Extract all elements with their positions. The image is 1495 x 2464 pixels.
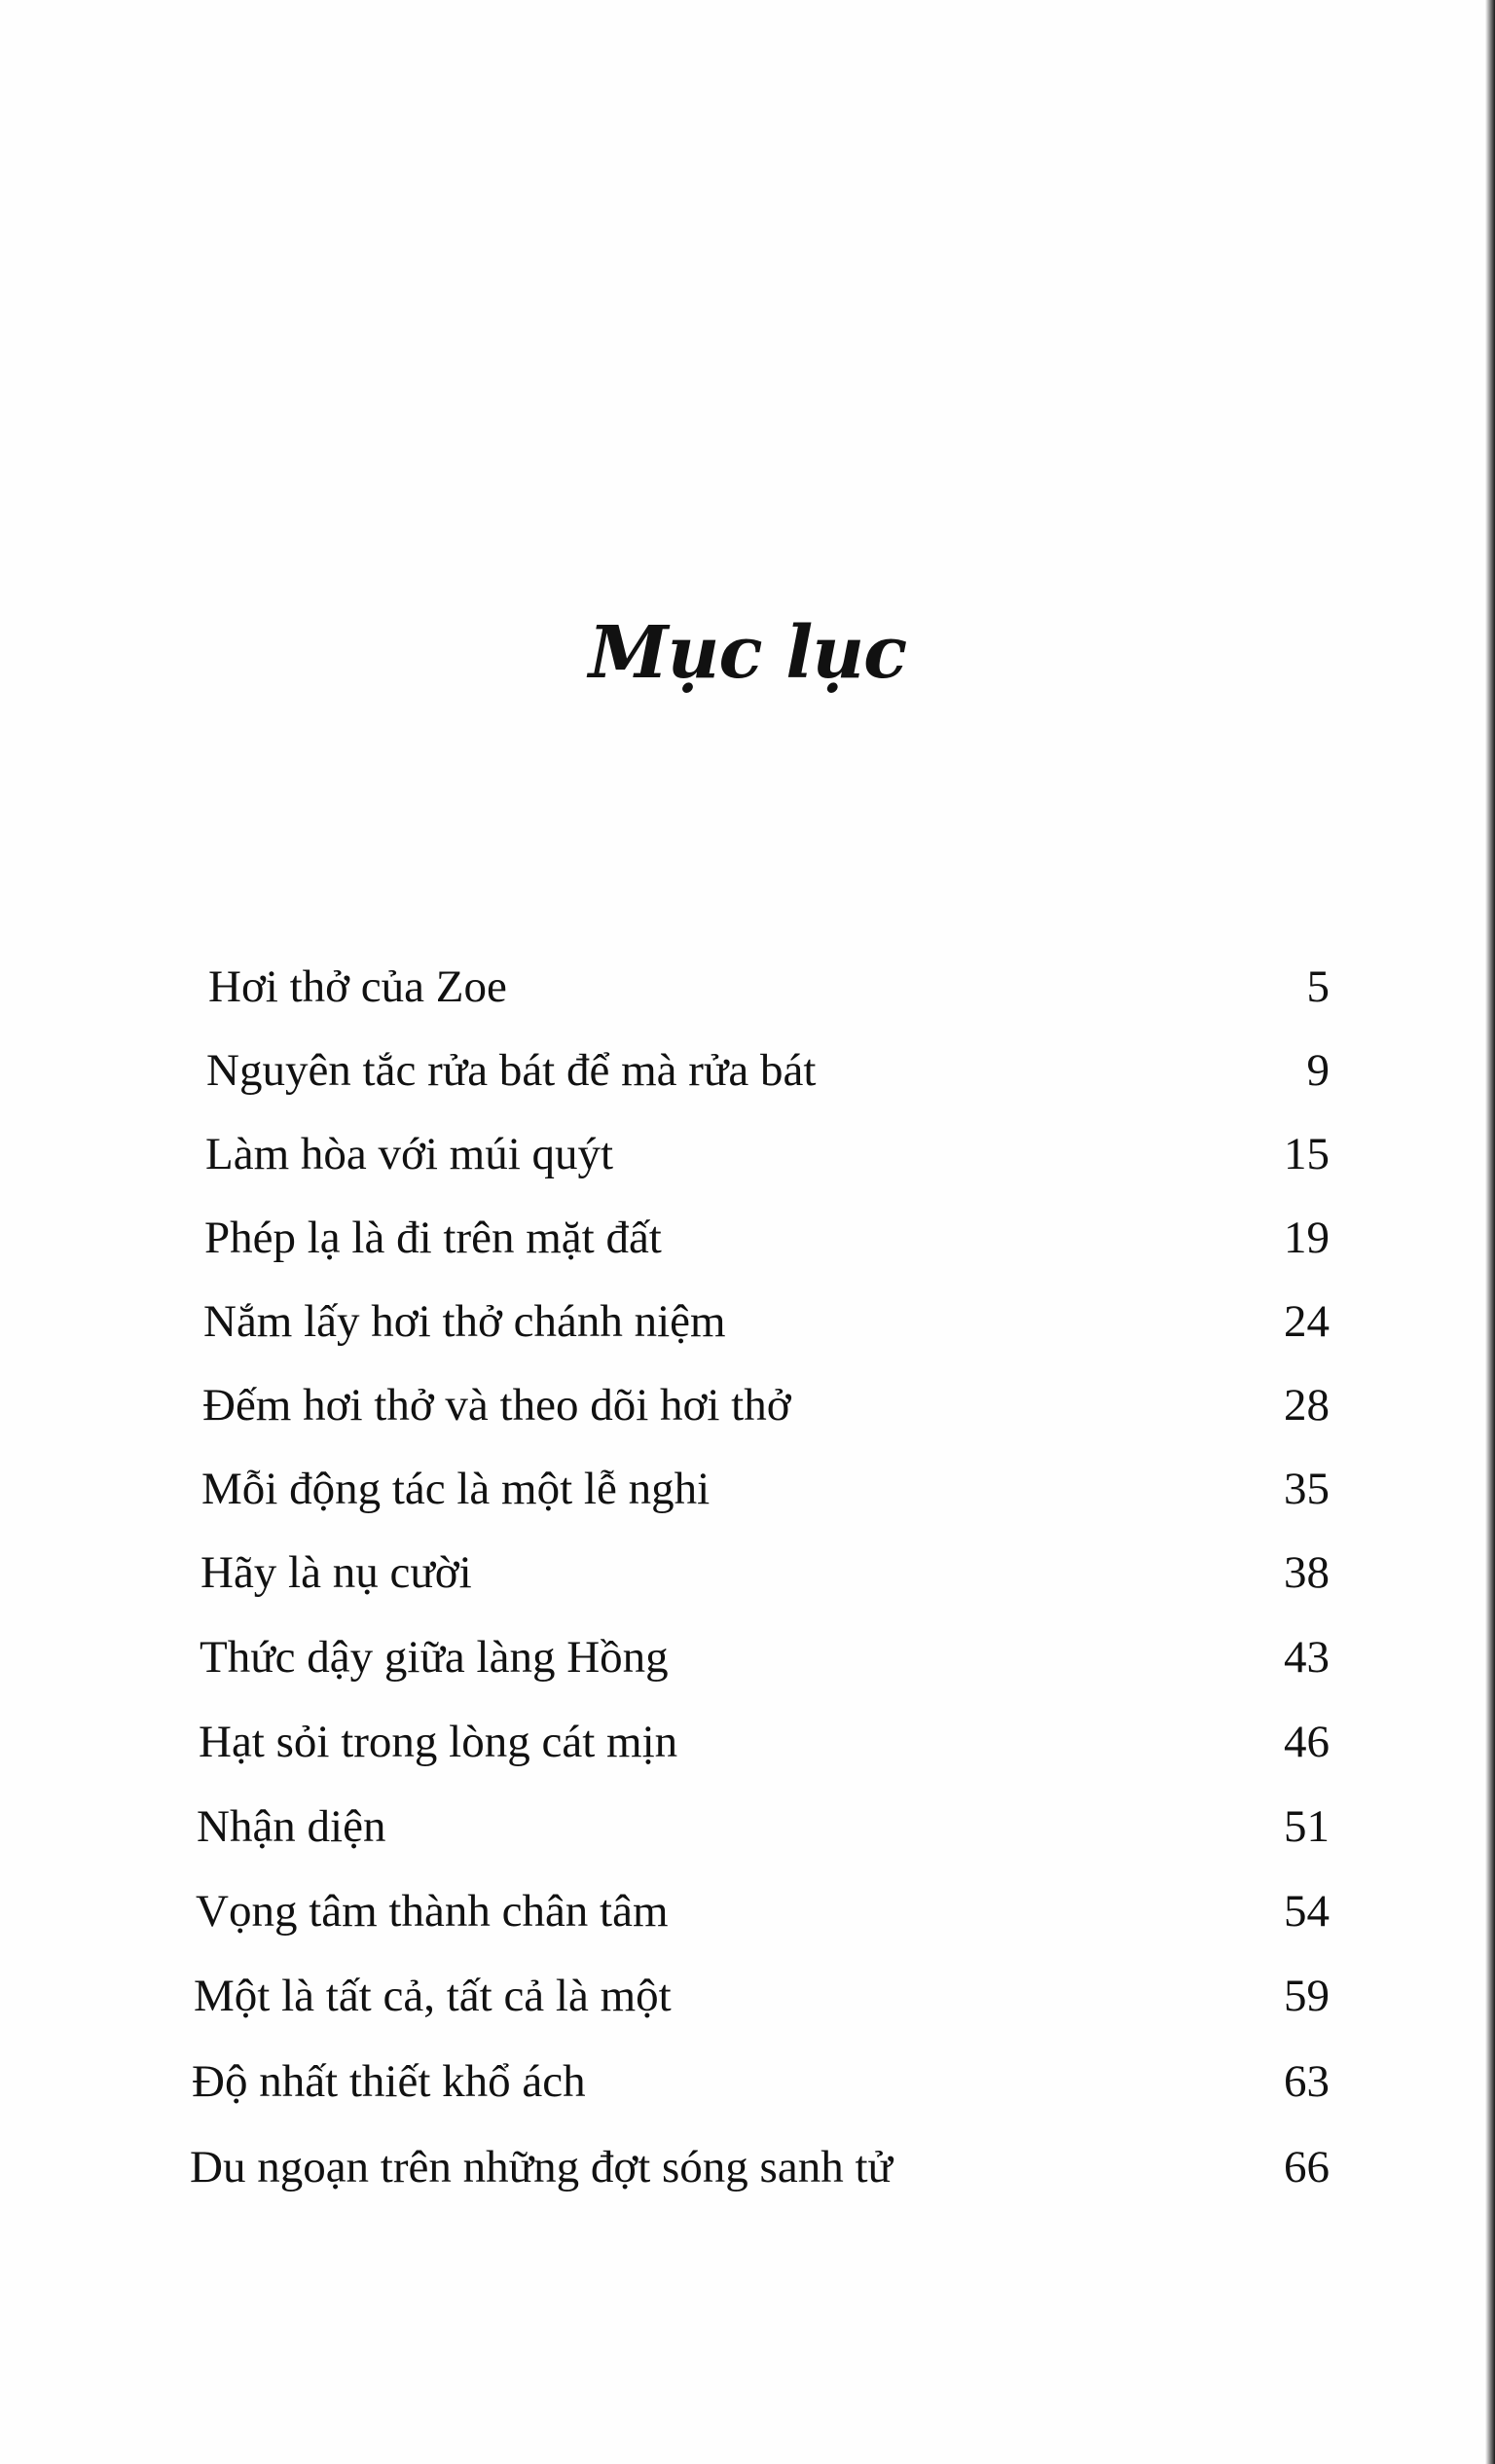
toc-entry — [202, 1374, 1330, 1436]
toc-entry-page: 15 — [1284, 1129, 1330, 1179]
toc-entry-page: 19 — [1284, 1213, 1330, 1263]
toc-entry — [205, 1123, 1330, 1185]
toc-entry-title: Phép lạ là đi trên mặt đất — [204, 1213, 662, 1263]
toc-entry — [192, 2050, 1330, 2113]
toc-entry-page: 5 — [1306, 961, 1330, 1012]
toc-entry-page: 43 — [1284, 1632, 1330, 1683]
toc-entry-page: 59 — [1284, 1971, 1330, 2021]
toc-entry-title: Nhận diện — [197, 1801, 386, 1852]
toc-entry — [197, 1795, 1330, 1858]
toc-entry-title: Đếm hơi thở và theo dõi hơi thở — [202, 1380, 791, 1431]
toc-entry — [206, 1039, 1330, 1102]
toc-entry-page: 38 — [1284, 1547, 1330, 1598]
toc-entry-page: 54 — [1284, 1886, 1330, 1937]
toc-entry — [208, 956, 1330, 1018]
toc-entry — [201, 1458, 1330, 1520]
toc-entry-page: 66 — [1284, 2142, 1330, 2192]
toc-entry-title: Làm hòa với múi quýt — [205, 1129, 614, 1179]
page-title: Mục lục — [588, 611, 907, 695]
toc-entry-title: Một là tất cả, tất cả là một — [194, 1971, 672, 2021]
toc-entry — [201, 1541, 1330, 1604]
toc-entry-title: Mỗi động tác là một lễ nghi — [201, 1464, 711, 1514]
toc-entry-page: 9 — [1306, 1045, 1330, 1096]
toc-entry-page: 24 — [1284, 1296, 1330, 1347]
toc-entry — [199, 1711, 1330, 1773]
toc-entry-page: 35 — [1284, 1464, 1330, 1514]
toc-entry-page: 28 — [1284, 1380, 1330, 1431]
toc-entry-title: Hãy là nụ cười — [201, 1547, 472, 1598]
toc-entry-title: Độ nhất thiết khổ ách — [192, 2056, 586, 2107]
toc-entry-title: Nguyên tắc rửa bát để mà rửa bát — [206, 1045, 817, 1096]
toc-entry — [200, 1626, 1330, 1688]
toc-entry-page: 46 — [1284, 1717, 1330, 1767]
toc-entry — [190, 2136, 1330, 2198]
toc-entry-title: Vọng tâm thành chân tâm — [196, 1886, 669, 1937]
page-edge-shadow — [1485, 0, 1495, 2464]
toc-entry — [196, 1880, 1330, 1942]
toc-entry-page: 51 — [1284, 1801, 1330, 1852]
toc-entry — [204, 1207, 1330, 1269]
toc-entry-title: Thức dậy giữa làng Hồng — [200, 1632, 669, 1683]
toc-entry-title: Du ngoạn trên những đợt sóng sanh tử — [190, 2142, 893, 2192]
toc-entry-title: Nắm lấy hơi thở chánh niệm — [203, 1296, 726, 1347]
toc-entry-page: 63 — [1284, 2056, 1330, 2107]
toc-entry-title: Hạt sỏi trong lòng cát mịn — [199, 1717, 678, 1767]
toc-entry — [203, 1290, 1330, 1353]
toc-entry-title: Hơi thở của Zoe — [208, 961, 507, 1012]
toc-entry — [194, 1965, 1330, 2027]
